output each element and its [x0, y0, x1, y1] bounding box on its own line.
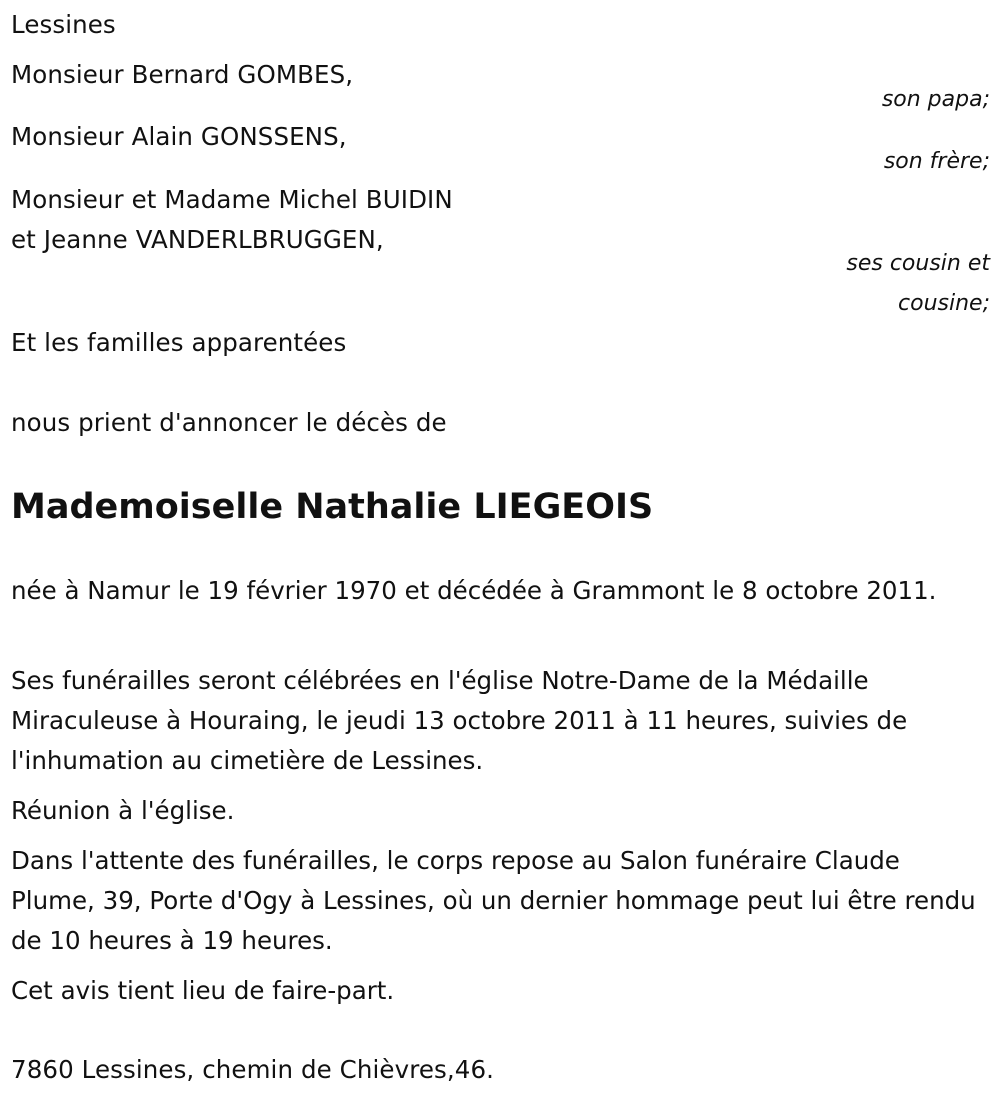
family-member-name: Monsieur Alain GONSSENS, [11, 122, 347, 151]
notice-paragraph: Cet avis tient lieu de faire-part. [11, 976, 395, 1005]
visitation-paragraph: Dans l'attente des funérailles, le corps repose au Salon funéraire Claude Plume, 39, Porte d'Ogy à Lessines, où un dernier hommage peut lui être rendu de 10 heures à 19 heures. [11, 846, 976, 955]
family-member-name: Monsieur Bernard GOMBES, [11, 60, 354, 89]
family-member-relation: ses cousin et [846, 251, 990, 276]
deceased-name: Mademoiselle Nathalie LIEGEOIS [11, 487, 654, 527]
extended-family-line: Et les familles apparentées [11, 328, 347, 357]
funeral-paragraph: Ses funérailles seront célébrées en l'église Notre-Dame de la Médaille Miraculeuse à Houraing, le jeudi 13 octobre 2011 à 11 heures, suivies de l'inhumation au cimetière de Lessines. [11, 666, 908, 775]
family-member-name: Monsieur et Madame Michel BUIDIN [11, 185, 453, 214]
family-member-name: et Jeanne VANDERLBRUGGEN, [11, 225, 384, 254]
family-member-relation: son papa; [881, 87, 990, 112]
announcement-line: nous prient d'annoncer le décès de [11, 408, 447, 437]
meeting-paragraph: Réunion à l'église. [11, 796, 235, 825]
location-heading: Lessines [11, 10, 116, 39]
birth-death-paragraph: née à Namur le 19 février 1970 et décédée à Grammont le 8 octobre 2011. [11, 576, 937, 605]
family-member-relation: son frère; [883, 149, 990, 174]
family-member-relation: cousine; [898, 291, 990, 316]
address-line: 7860 Lessines, chemin de Chièvres,46. [11, 1055, 495, 1084]
